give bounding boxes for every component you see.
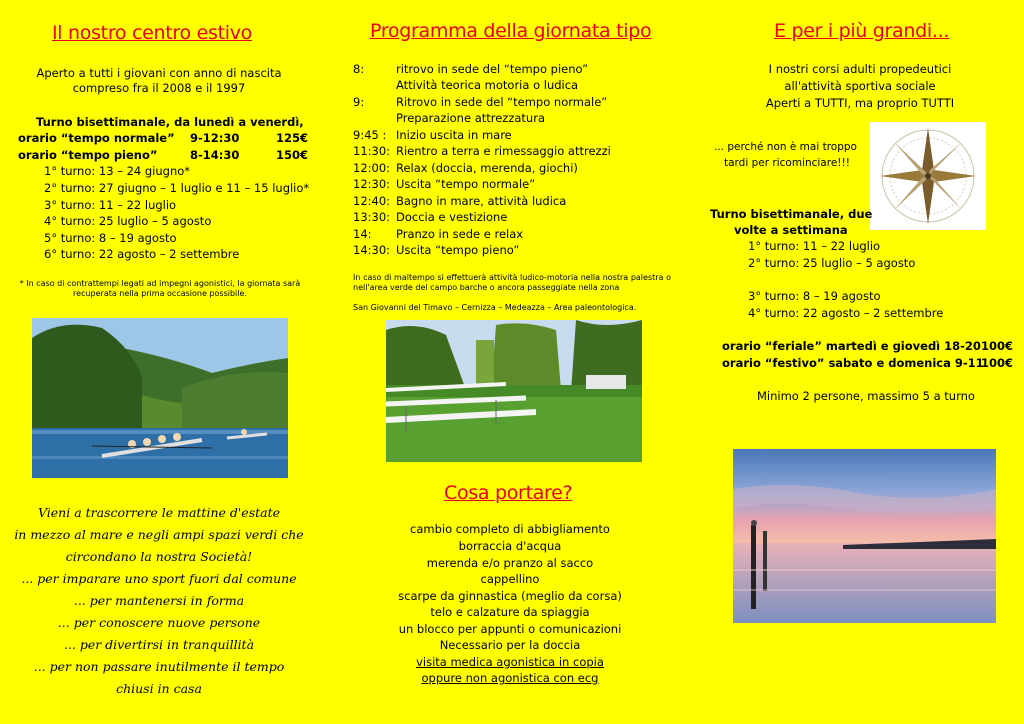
- invite-line: chiusi in casa: [116, 681, 202, 696]
- schedule-text: ritrovo in sede del “tempo pieno”: [396, 62, 589, 76]
- portare-item: cappellino: [480, 572, 540, 586]
- schedule-time: 9:: [353, 95, 365, 109]
- schedule-time: 12:00:: [353, 161, 391, 175]
- schedule-text: Pranzo in sede e relax: [396, 227, 524, 241]
- perche-line-1: ... perché non è mai troppo: [714, 141, 857, 153]
- portare-item: un blocco per appunti o comunicazioni: [398, 622, 622, 636]
- schedule-text: Relax (doccia, merenda, giochi): [396, 161, 578, 175]
- turno-heading-1: Turno bisettimanale, due: [710, 207, 873, 221]
- orario-normale-time: 9-12:30: [190, 131, 240, 145]
- centro-estivo-title: Il nostro centro estivo: [52, 22, 252, 44]
- invite-line: ... per non passare inutilmente il tempo: [33, 659, 285, 674]
- orario-normale-price: 125€: [276, 131, 309, 145]
- orario-pieno-label: orario “tempo pieno”: [18, 148, 158, 162]
- visita-link-2: oppure non agonistica con ecg: [421, 671, 599, 685]
- turno-item: 4° turno: 22 agosto – 2 settembre: [748, 306, 944, 320]
- intro-line-1: Aperto a tutti i giovani con anno di nascita: [36, 66, 282, 80]
- turno-item: 1° turno: 11 – 22 luglio: [748, 239, 881, 253]
- maltempo-note-2: San Giovanni del Timavo – Cernizza – Medeazza – Area paleontologica.: [353, 303, 637, 312]
- turno-item: 3° turno: 8 – 19 agosto: [748, 289, 881, 303]
- orario-festivo-label: orario “festivo” sabato e domenica 9-11: [722, 356, 984, 370]
- portare-item: merenda e/o pranzo al sacco: [426, 556, 594, 570]
- column-centro-estivo: [0, 0, 320, 724]
- schedule-time: 14:: [353, 227, 372, 241]
- turno-item: 5° turno: 8 – 19 agosto: [44, 231, 177, 245]
- invite-line: ... per mantenersi in forma: [73, 593, 245, 608]
- schedule-text: Doccia e vestizione: [396, 210, 508, 224]
- schedule-text: Uscita “tempo pieno”: [396, 243, 520, 257]
- maltempo-note: In caso di maltempo si effettuerà attività ludico-motoria nella nostra palestra o nell'area verde del campo barche o ancora passeggiate nella zona: [353, 273, 671, 292]
- orario-feriale-label: orario “feriale” martedì e giovedì 18-20: [722, 339, 981, 353]
- programma-title: Programma della giornata tipo: [370, 20, 652, 42]
- column-adulti: [700, 0, 1024, 724]
- invite-line: ... per divertirsi in tranquillità: [63, 637, 255, 652]
- schedule-time: 14:30:: [353, 243, 391, 257]
- orario-pieno-price: 150€: [276, 148, 309, 162]
- schedule-time: 12:30:: [353, 177, 391, 191]
- schedule-time: 8:: [353, 62, 365, 76]
- corsi-line-3: Aperti a TUTTI, ma proprio TUTTI: [765, 96, 955, 110]
- turno-item: 2° turno: 27 giugno – 1 luglio e 11 – 15 luglio*: [44, 181, 310, 195]
- invite-line: ... per imparare uno sport fuori dal comune: [21, 571, 297, 586]
- portare-item: scarpe da ginnastica (meglio da corsa): [398, 589, 622, 603]
- turno-item: 3° turno: 11 – 22 luglio: [44, 198, 177, 212]
- orario-pieno-time: 8-14:30: [190, 148, 240, 162]
- intro-line-2: compreso fra il 2008 e il 1997: [72, 81, 246, 95]
- turno-item: 4° turno: 25 luglio – 5 agosto: [44, 214, 212, 228]
- column-programma: [340, 0, 680, 724]
- schedule-text: Attività teorica motoria o ludica: [396, 78, 579, 92]
- orario-feriale-price: 100€: [981, 339, 1014, 353]
- portare-item: Necessario per la doccia: [439, 638, 581, 652]
- boats-photo: [386, 320, 642, 462]
- schedule-time: 12:40:: [353, 194, 391, 208]
- compass-rose-icon: [870, 122, 986, 230]
- schedule-text: Inizio uscita in mare: [396, 128, 512, 142]
- turno-heading: Turno bisettimanale, da lunedì a venerdì,: [36, 115, 304, 129]
- corsi-line-2: all'attività sportiva sociale: [784, 79, 936, 93]
- minimo-persone: Minimo 2 persone, massimo 5 a turno: [757, 389, 975, 403]
- portare-item: cambio completo di abbigliamento: [410, 522, 610, 536]
- invite-line: circondano la nostra Società!: [65, 549, 253, 564]
- invite-line: ... per conoscere nuove persone: [57, 615, 261, 630]
- corsi-line-1: I nostri corsi adulti propedeutici: [768, 62, 952, 76]
- schedule-text: Uscita “tempo normale”: [396, 177, 536, 191]
- turno-item: 6° turno: 22 agosto – 2 settembre: [44, 247, 240, 261]
- schedule-text: Ritrovo in sede del “tempo normale”: [396, 95, 608, 109]
- sunset-sea-photo: [733, 449, 996, 623]
- visita-link-1: visita medica agonistica in copia: [416, 655, 604, 669]
- footnote: * In caso di contrattempi legati ad impegni agonistici, la giornata sarà recuperata nella prima occasione possibile.: [19, 279, 301, 298]
- turno-heading-2: volte a settimana: [734, 223, 848, 237]
- turno-item: 2° turno: 25 luglio – 5 agosto: [748, 256, 916, 270]
- invite-line: Vieni a trascorrere le mattine d'estate: [37, 505, 281, 520]
- schedule-text: Rientro a terra e rimessaggio attrezzi: [396, 144, 611, 158]
- adulti-title: E per i più grandi...: [774, 20, 950, 42]
- schedule-time: 11:30:: [353, 144, 391, 158]
- orario-festivo-price: 100€: [981, 356, 1014, 370]
- portare-item: borraccia d'acqua: [458, 539, 562, 553]
- orario-normale-label: orario “tempo normale”: [18, 131, 175, 145]
- turno-item: 1° turno: 13 – 24 giugno*: [44, 164, 191, 178]
- schedule-text: Bagno in mare, attività ludica: [396, 194, 567, 208]
- rowing-photo: [32, 318, 288, 478]
- perche-line-2: tardi per ricominciare!!!: [724, 157, 850, 169]
- portare-title: Cosa portare?: [444, 482, 573, 504]
- schedule-time: 9:45 :: [353, 128, 387, 142]
- invite-line: in mezzo al mare e negli ampi spazi verdi che: [14, 527, 304, 542]
- schedule-time: 13:30:: [353, 210, 391, 224]
- schedule-text: Preparazione attrezzatura: [396, 111, 546, 125]
- portare-item: telo e calzature da spiaggia: [430, 605, 590, 619]
